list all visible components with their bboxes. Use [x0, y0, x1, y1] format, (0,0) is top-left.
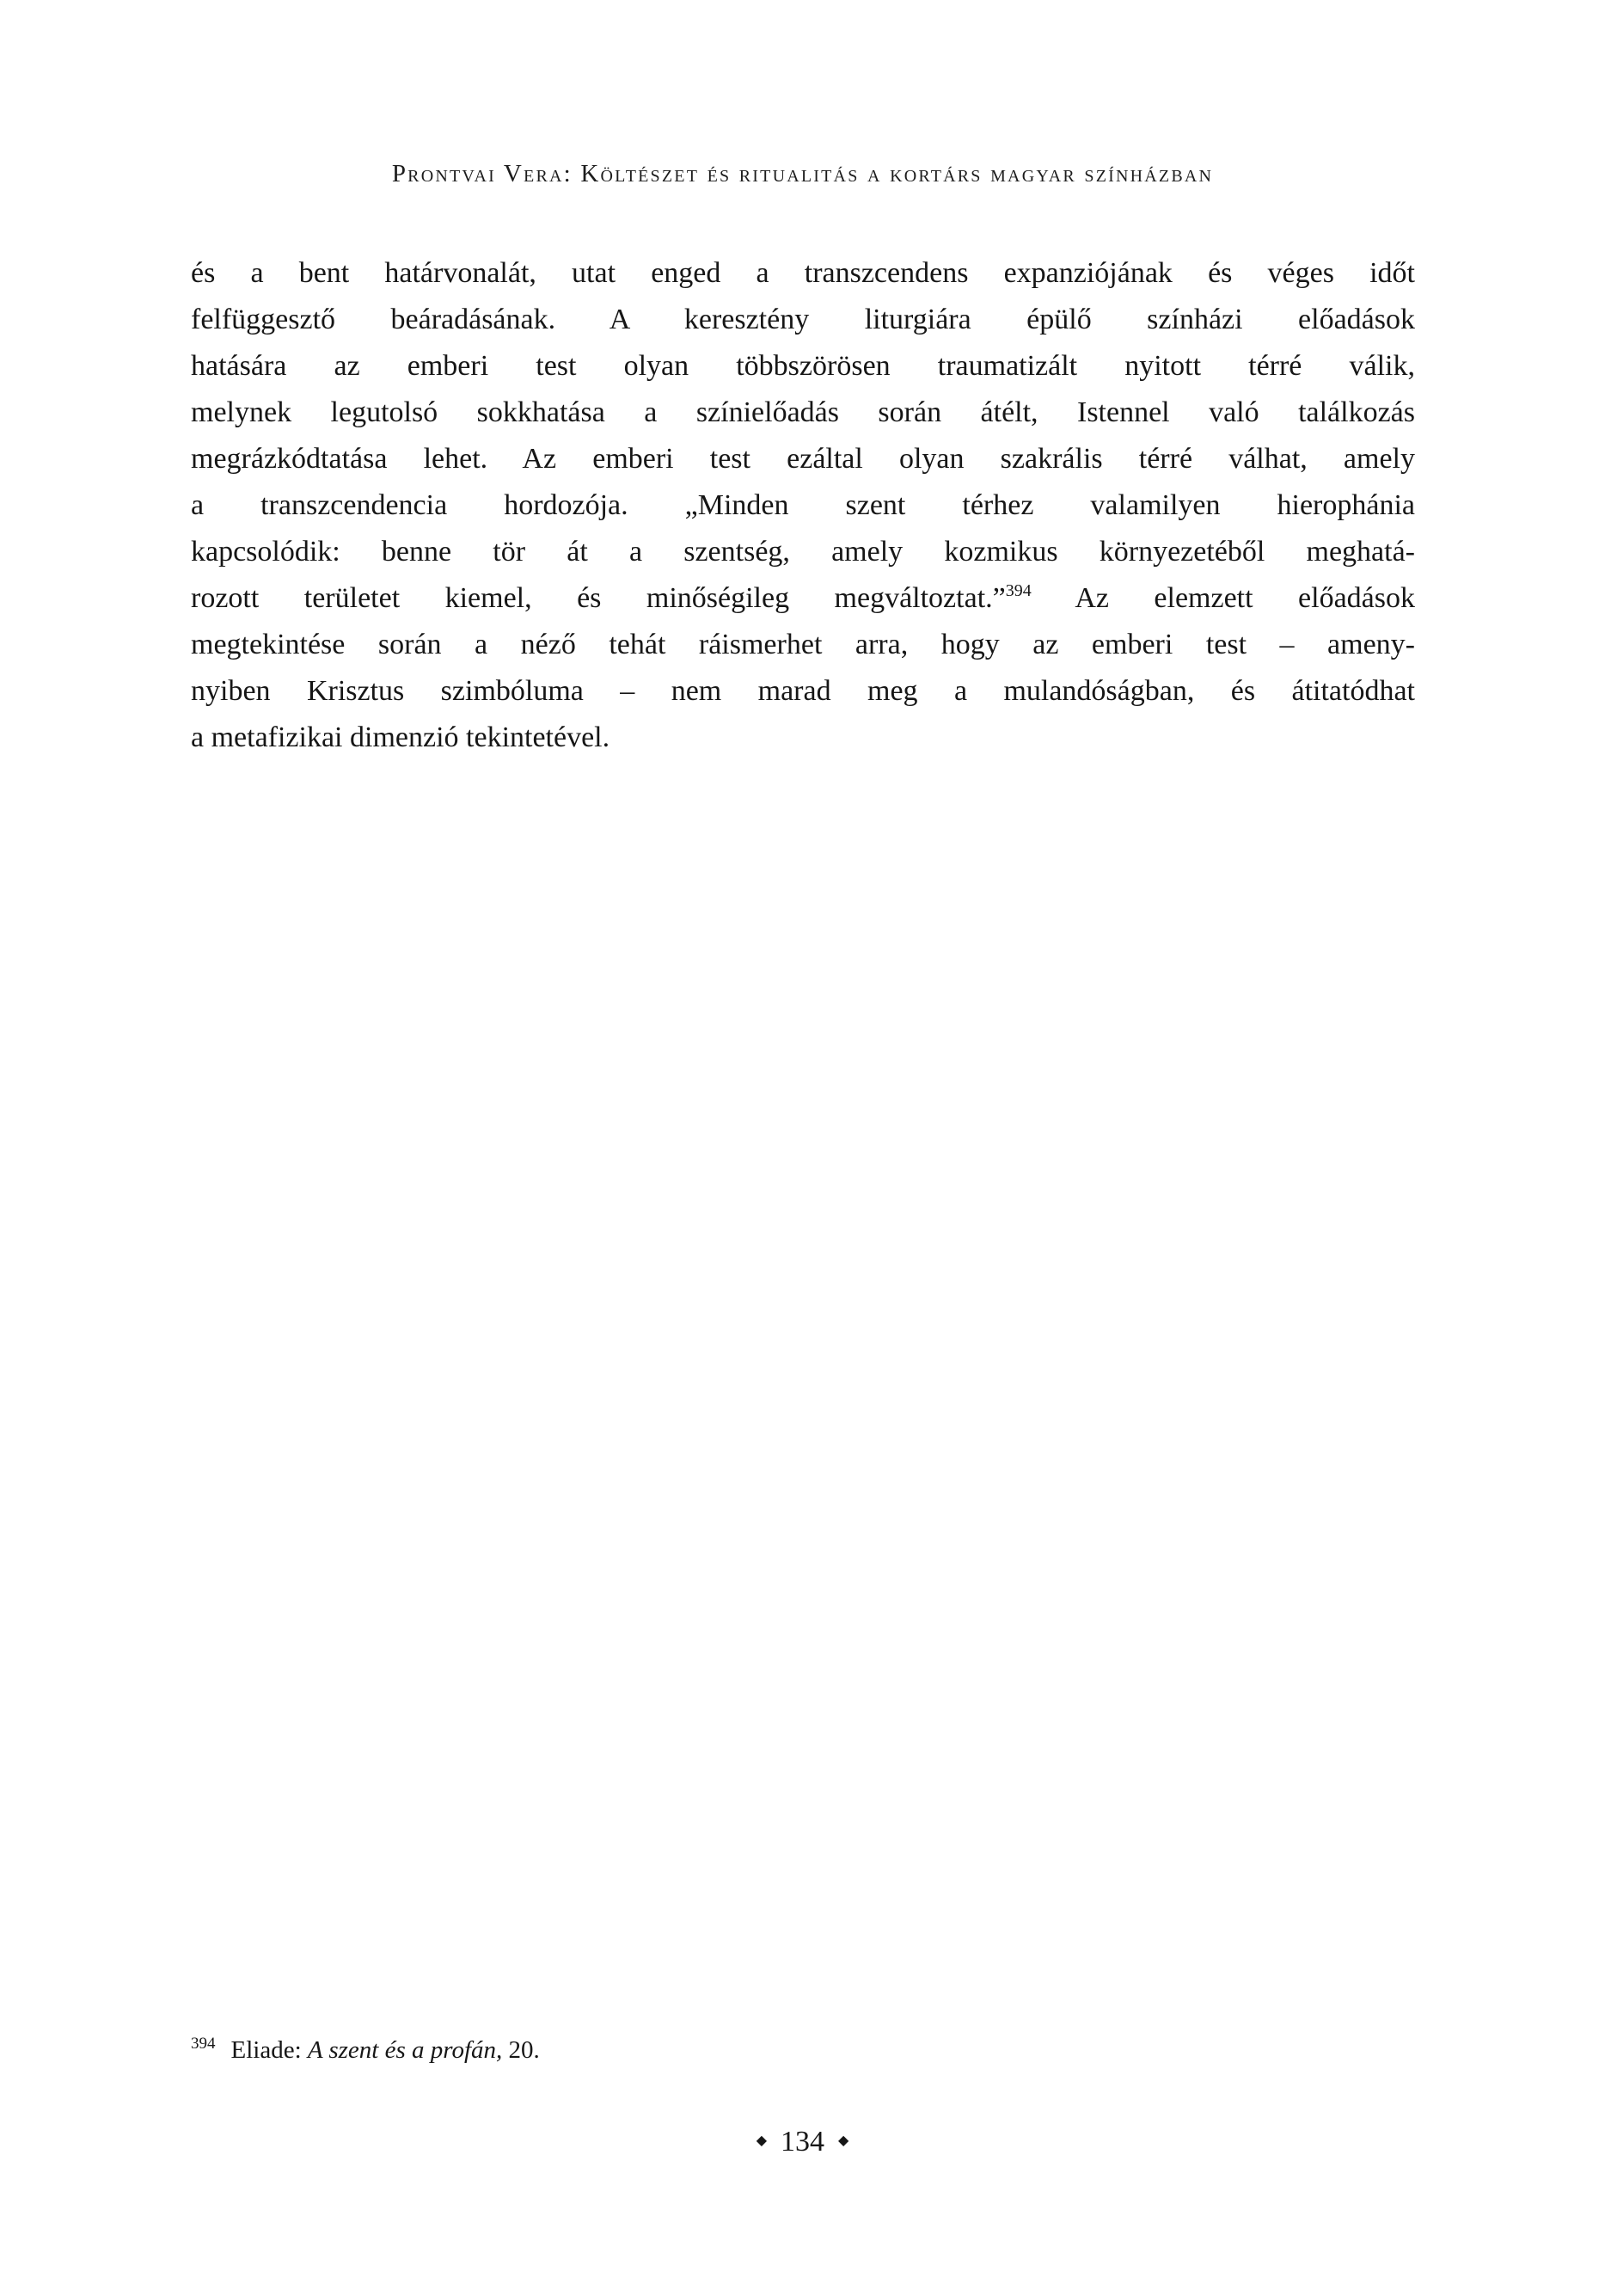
body-line-2: felfüggesztő beáradásának. A keresztény liturgiára épülő színházi előadások: [191, 304, 1415, 335]
page-number: [0, 2126, 1605, 2158]
body-line-4: melynek legutolsó sokkhatása a színielőadás során átélt, Istennel való találkozás: [191, 396, 1415, 428]
body-line-6: a transzcendencia hordozója. „Minden szent térhez valamilyen hierophánia: [191, 489, 1415, 521]
body-line-1: és a bent határvonalát, utat enged a transzcendens expanziójának és véges időt: [191, 257, 1415, 289]
footnote-marker: 394: [191, 2035, 216, 2053]
body-paragraph: [191, 250, 1415, 761]
body-line-11: a metafizikai dimenzió tekintetével.: [191, 721, 610, 753]
body-line-10: nyiben Krisztus szimbóluma – nem marad meg a mulandóságban, és átitatódhat: [191, 675, 1415, 707]
body-line-8-with-footnote-ref: [191, 575, 1415, 622]
diamond-bullet-left: ◆: [756, 2133, 767, 2148]
body-line-9: megtekintése során a néző tehát ráismerhet arra, hogy az emberi test – ameny-: [191, 629, 1415, 660]
body-line-7: kapcsolódik: benne tör át a szentség, amely kozmikus környezetéből meghatá-: [191, 536, 1415, 568]
footnote-book-title: A szent és a profán,: [307, 2036, 503, 2064]
body-line-8-text-before: rozott területet kiemel, és minőségileg megváltoztat.”: [191, 582, 1006, 614]
page-number-value: 134: [781, 2126, 824, 2158]
footnote-author: Eliade:: [230, 2036, 308, 2064]
body-line-5: megrázkódtatása lehet. Az emberi test ezáltal olyan szakrális térré válhat, amely: [191, 443, 1415, 475]
footnote-reference-number: 394: [1005, 581, 1032, 600]
footnote-page-ref: 20.: [502, 2036, 540, 2064]
footnote: [191, 2036, 540, 2065]
running-header: Prontvai Vera: Költészet és ritualitás a kortárs magyar színházban: [391, 160, 1214, 187]
body-line-8-text-after: Az elemzett előadások: [1031, 582, 1415, 614]
body-line-3: hatására az emberi test olyan többszörösen traumatizált nyitott térré válik,: [191, 350, 1415, 382]
diamond-bullet-right: ◆: [838, 2133, 849, 2148]
